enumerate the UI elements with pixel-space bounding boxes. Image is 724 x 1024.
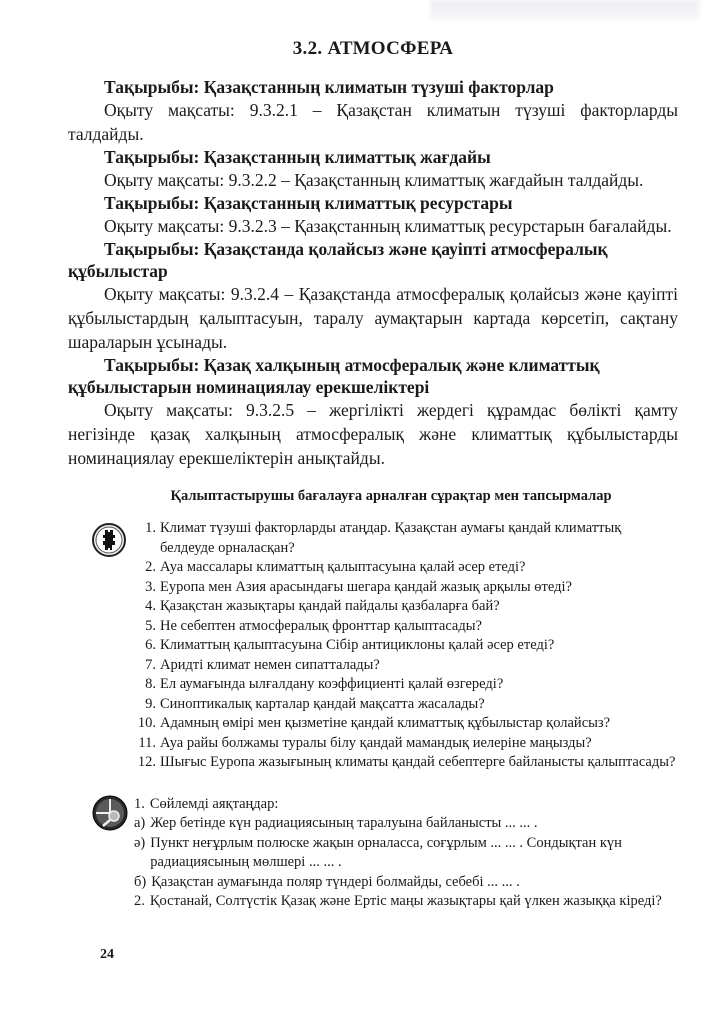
- question-item: [134, 695, 678, 715]
- learning-goal: Оқыту мақсаты: 9.3.2.2 – Қазақстанның климаттық жағдайын талдайды.: [104, 170, 644, 190]
- question-number: 11.: [138, 734, 156, 751]
- task-text: Пункт неғұрлым полюске жақын орналасса, соғұрлым ... ... . Сондықтан күн радиациясының мөлшері ... ... .: [150, 834, 622, 870]
- question-item: [134, 675, 678, 695]
- task-text: Сөйлемді аяқтаңдар:: [149, 795, 279, 812]
- textbook-page: [68, 38, 678, 912]
- topic-block-4: [68, 238, 678, 354]
- topic-title: Тақырыбы: Қазақстанның климаттық жағдайы: [104, 147, 491, 167]
- question-text: Климаттың қалыптасуына Сібір антициклоны қалай әсер етеді?: [160, 637, 555, 653]
- task-list: [134, 795, 678, 912]
- task-text: Қостанай, Солтүстік Қазақ және Ертіс маңы жазықтары қай үлкен жазыққа кіреді?: [149, 893, 662, 909]
- task-item: [134, 834, 678, 873]
- task-item: [134, 814, 678, 834]
- section-title: 3.2. АТМОСФЕРА: [292, 38, 454, 59]
- question-item: [134, 597, 678, 617]
- question-text: Ел аумағында ылғалдану коэффициенті қалай өзгереді?: [160, 676, 504, 692]
- question-item: [134, 734, 678, 754]
- task-item: [134, 873, 678, 893]
- question-item: [134, 636, 678, 656]
- question-number: 6.: [145, 637, 156, 653]
- question-item: [134, 656, 678, 676]
- task-item: [134, 795, 678, 815]
- question-text: Ауа массалары климаттың қалыптасуына қалай әсер етеді?: [160, 559, 526, 575]
- question-number: 12.: [137, 754, 156, 770]
- topic-block-3: [68, 192, 678, 238]
- question-text: Адамның өмірі мен қызметіне қандай климаттық құбылыстар қолайсыз?: [160, 715, 611, 731]
- question-number: 10.: [137, 715, 156, 731]
- learning-goal: Оқыту мақсаты: 9.3.2.4 – Қазақстанда атмосфералық қолайсыз және қауіпті құбылыстардың қалыптасуын, таралу аумақтарын картада көрсетіп, сақтану шараларын ұсынады.: [68, 284, 678, 352]
- question-number: 9.: [145, 695, 156, 712]
- page-number: 24: [100, 947, 114, 962]
- question-item: [134, 714, 678, 734]
- question-text: Не себептен атмосфералық фронттар қалыптасады?: [160, 617, 482, 634]
- learning-goal: Оқыту мақсаты: 9.3.2.3 – Қазақстанның климаттық ресурстарын бағалайды.: [104, 216, 672, 236]
- question-number: 2.: [145, 559, 156, 575]
- topic-block-5: [68, 354, 678, 470]
- question-number: 3.: [145, 578, 156, 595]
- topic-title: Тақырыбы: Қазақстанда қолайсыз және қауіпті атмосфералық құбылыстар: [68, 239, 608, 281]
- question-text: Қазақстан жазықтары қандай пайдалы қазбаларға бай?: [160, 598, 500, 614]
- tasks-section: [68, 795, 678, 912]
- task-label: а): [134, 815, 146, 831]
- question-text: Аридті климат немен сипатталады?: [160, 656, 380, 673]
- topic-title: Тақырыбы: Қазақстанның климаттық ресурстары: [104, 193, 513, 213]
- scan-bleed-artifact: [430, 0, 700, 20]
- question-item: [134, 558, 678, 578]
- question-item: [134, 617, 678, 637]
- topic-title: Тақырыбы: Қазақстанның климатын түзуші факторлар: [104, 77, 554, 97]
- question-item: [134, 519, 678, 558]
- assessment-heading: Қалыптастырушы бағалауға арналған сұрақтар мен тапсырмалар: [170, 488, 612, 504]
- question-list: [134, 519, 678, 773]
- puzzle-piece-icon: [92, 523, 126, 557]
- magnifier-chart-icon: [92, 795, 128, 831]
- question-number: 8.: [145, 676, 156, 692]
- learning-goal: Оқыту мақсаты: 9.3.2.1 – Қазақстан климатын түзуші факторларды талдайды.: [68, 100, 678, 144]
- question-number: 5.: [145, 617, 156, 634]
- task-label: 1.: [134, 795, 145, 812]
- question-text: Шығыс Еуропа жазығының климаты қандай себептерге байланысты қалыптасады?: [160, 754, 676, 770]
- question-text: Ауа райы болжамы туралы білу қандай мамандық иелеріне маңызды?: [160, 734, 592, 751]
- topic-title: Тақырыбы: Қазақ халқының атмосфералық және климаттық құбылыстарын номинациялау ерекшеліктері: [68, 355, 600, 397]
- task-label: 2.: [134, 893, 145, 909]
- question-number: 4.: [145, 598, 156, 614]
- question-number: 7.: [145, 656, 156, 673]
- task-text: Жер бетінде күн радиациясының таралуына байланысты ... ... .: [150, 815, 538, 831]
- learning-goal: Оқыту мақсаты: 9.3.2.5 – жергілікті жердегі құрамдас бөлікті қамту негізінде қазақ халқының атмосфералық және климаттық құбылыстарды номинациялау ерекшеліктерін анықтайды.: [68, 400, 678, 468]
- task-label: ә): [134, 834, 146, 851]
- topic-block-1: [68, 76, 678, 146]
- task-item: [134, 892, 678, 912]
- task-text: Қазақстан аумағында поляр түндері болмайды, себебі ... ... .: [151, 873, 520, 890]
- question-number: 1.: [145, 520, 156, 536]
- question-text: Синоптикалық карталар қандай мақсатта жасалады?: [160, 695, 485, 712]
- question-item: [134, 753, 678, 773]
- question-text: Еуропа мен Азия арасындағы шегара қандай жазық арқылы өтеді?: [160, 578, 572, 595]
- questions-section: [68, 519, 678, 773]
- topic-block-2: [68, 146, 678, 192]
- question-text: Климат түзуші факторларды атаңдар. Қазақстан аумағы қандай климаттық белдеуде орналасқан?: [160, 520, 622, 556]
- task-label: б): [134, 873, 147, 890]
- question-item: [134, 578, 678, 598]
